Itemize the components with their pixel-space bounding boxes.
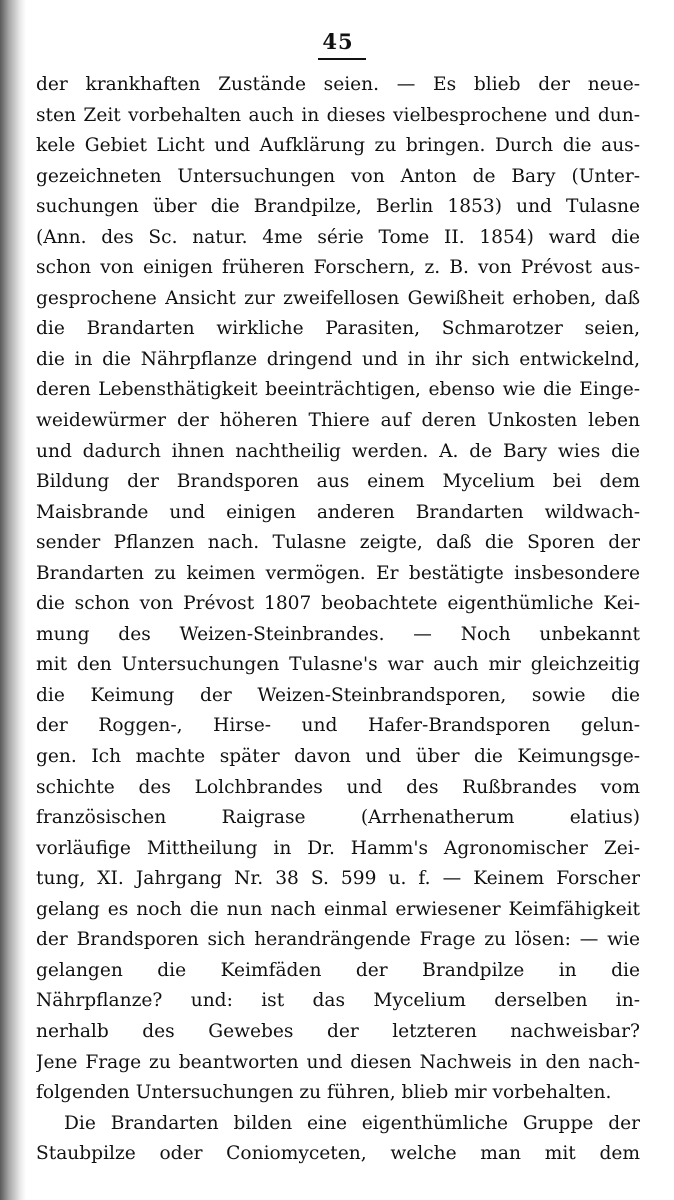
text-line: weidewürmer der höheren Thiere auf deren Unkosten leben [36,410,640,432]
text-line: Jene Frage zu beantworten und diesen Nachweis in den nach- [36,1051,640,1073]
page-number-rule [318,58,366,60]
text-line: Nährpflanze? und: ist das Mycelium derselben in- [36,990,640,1012]
text-line: nerhalb des Gewebes der letzteren nachweisbar? [36,1020,640,1042]
text-line: sender Pflanzen nach. Tulasne zeigte, daß die Sporen der [36,532,640,554]
text-line: und dadurch ihnen nachtheilig werden. A. de Bary wies die [36,440,640,462]
text-line: gen. Ich machte später davon und über die Keimungsge- [36,746,640,768]
text-line: deren Lebensthätigkeit beeinträchtigen, ebenso wie die Einge- [36,379,640,401]
text-line: gezeichneten Untersuchungen von Anton de Bary (Unter- [36,165,640,187]
text-line: Bildung der Brandsporen aus einem Mycelium bei dem [36,471,640,493]
text-line: französischen Raigrase (Arrhenatherum elatius) [36,807,640,829]
text-line: kele Gebiet Licht und Aufklärung zu bringen. Durch die aus- [36,135,640,157]
text-line: die schon von Prévost 1807 beobachtete eigenthümliche Kei- [36,593,640,615]
text-line: die Brandarten wirkliche Parasiten, Schmarotzer seien, [36,318,640,340]
text-line: die in die Nährpflanze dringend und in ihr sich entwickelnd, [36,348,640,370]
text-line: vorläufige Mittheilung in Dr. Hamm's Agronomischer Zei- [36,837,640,859]
text-line: (Ann. des Sc. natur. 4me série Tome II. 1854) ward die [36,226,640,248]
book-page [36,26,640,1170]
text-line: gesprochene Ansicht zur zweifellosen Gewißheit erhoben, daß [36,287,640,309]
text-line: mung des Weizen-Steinbrandes. — Noch unbekannt [36,623,640,645]
text-line: schon von einigen früheren Forschern, z. B. von Prévost aus- [36,257,640,279]
text-line: suchungen über die Brandpilze, Berlin 1853) und Tulasne [36,196,640,218]
text-line: Staubpilze oder Coniomyceten, welche man mit dem [36,1143,640,1165]
text-line: schichte des Lolchbrandes und des Rußbrandes vom [36,776,640,798]
text-line: gelangen die Keimfäden der Brandpilze in die [36,959,640,981]
text-line: Maisbrande und einigen anderen Brandarten wildwach- [36,501,640,523]
text-line: der Brandsporen sich herandrängende Frage zu lösen: — wie [36,929,640,951]
text-body [36,70,640,1170]
book-spine-shadow [0,0,26,1200]
text-line: Die Brandarten bilden eine eigenthümliche Gruppe der [64,1112,640,1134]
text-line: Brandarten zu keimen vermögen. Er bestätigte insbesondere [36,562,640,584]
text-line: gelang es noch die nun nach einmal erwiesener Keimfähigkeit [36,898,640,920]
text-line: der Roggen-, Hirse- und Hafer-Brandsporen gelun- [36,715,640,737]
page-number: 45 [322,29,354,54]
text-line: der krankhaften Zustände seien. — Es blieb der neue- [36,74,640,95]
text-line: tung, XI. Jahrgang Nr. 38 S. 599 u. f. — Keinem Forscher [36,868,640,890]
text-line: sten Zeit vorbehalten auch in dieses vielbesprochene und dun- [36,104,640,126]
text-line: folgenden Untersuchungen zu führen, blieb mir vorbehalten. [36,1082,612,1104]
text-line: mit den Untersuchungen Tulasne's war auch mir gleichzeitig [36,654,640,676]
text-line: die Keimung der Weizen-Steinbrandsporen, sowie die [36,684,640,706]
